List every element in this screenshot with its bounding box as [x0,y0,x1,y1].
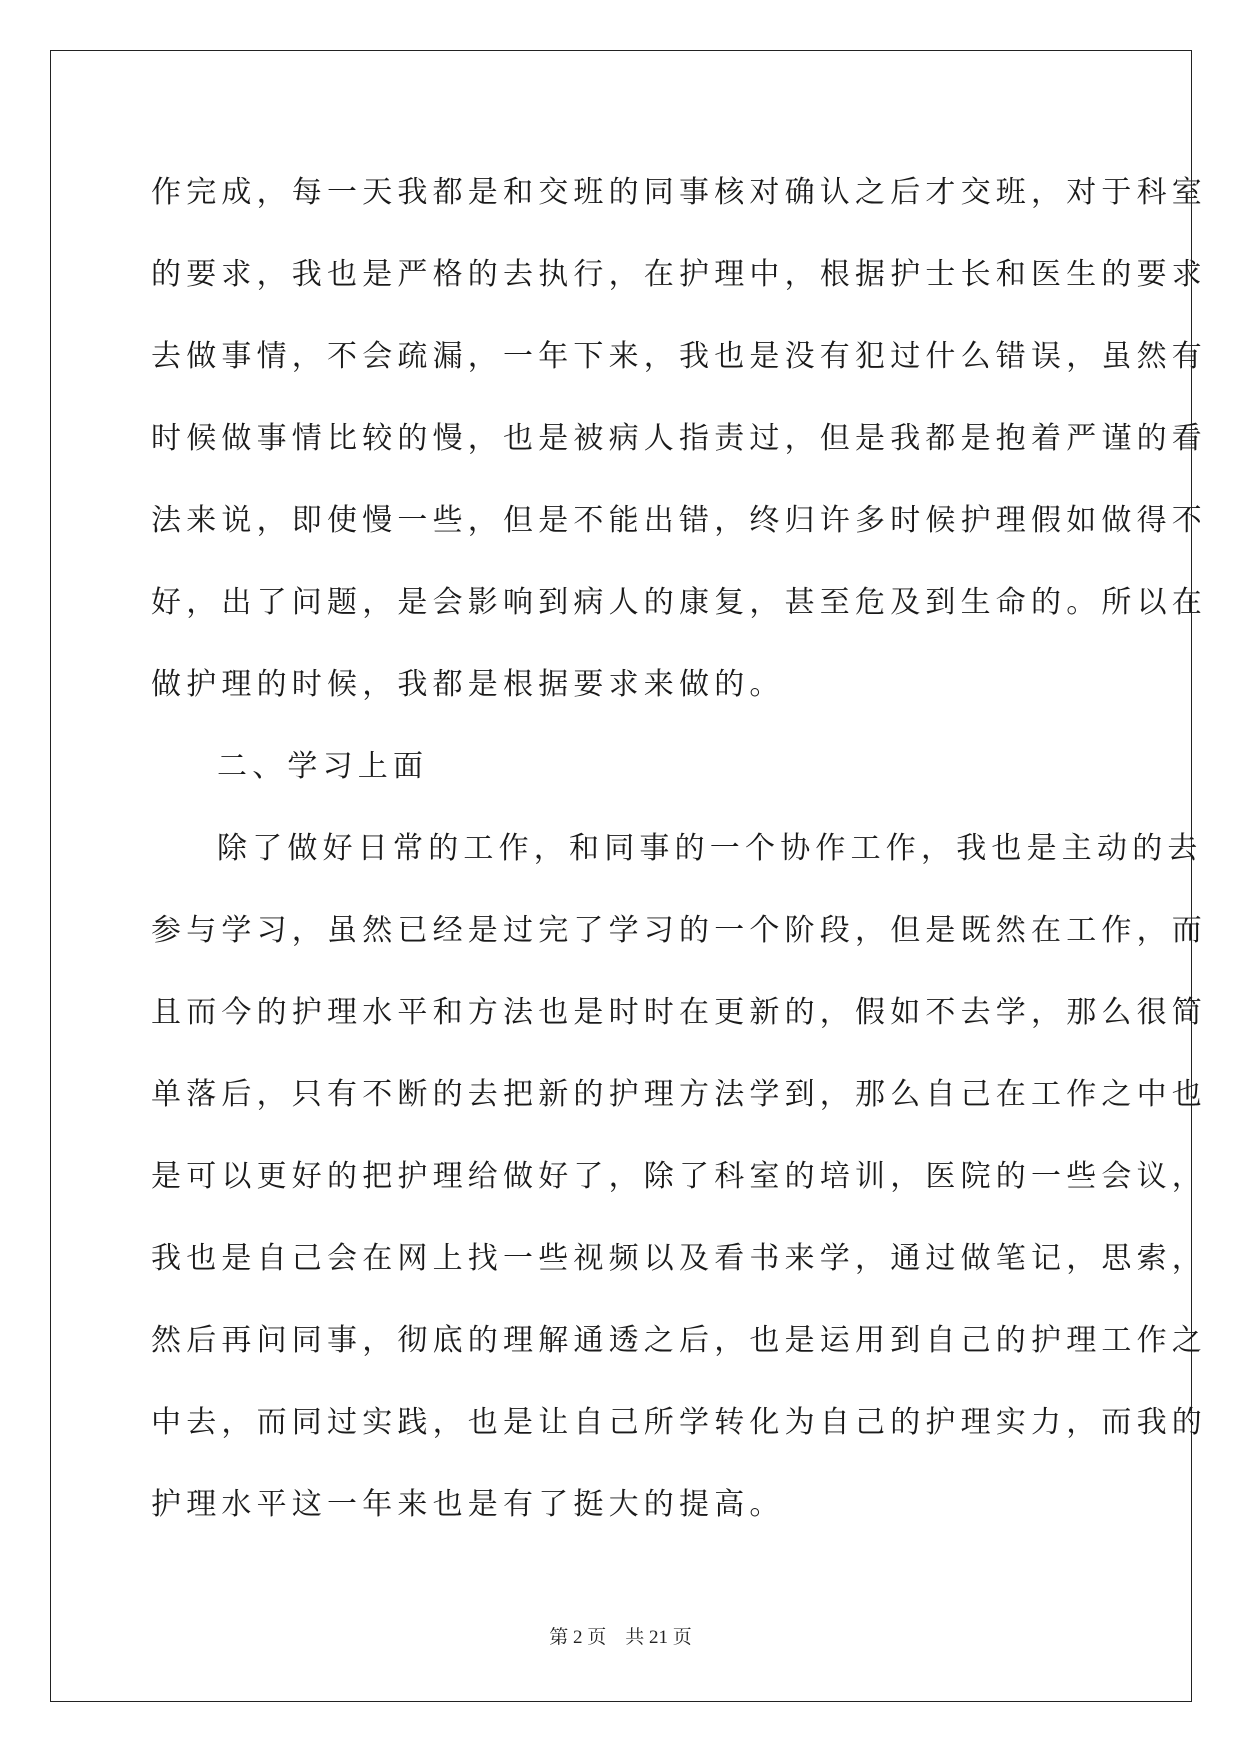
text-line: 做护理的时候，我都是根据要求来做的。 [151,667,785,702]
text-line: 二、学习上面 [217,749,429,784]
text-line: 去做事情，不会疏漏，一年下来，我也是没有犯过什么错误，虽然有 [151,339,1207,374]
text-line: 的要求，我也是严格的去执行，在护理中，根据护士长和医生的要求 [151,257,1207,292]
text-line: 护理水平这一年来也是有了挺大的提高。 [151,1487,785,1522]
text-line: 时候做事情比较的慢，也是被病人指责过，但是我都是抱着严谨的看 [151,421,1207,456]
text-line: 参与学习，虽然已经是过完了学习的一个阶段，但是既然在工作，而 [151,913,1207,948]
text-line: 单落后，只有不断的去把新的护理方法学到，那么自己在工作之中也 [151,1077,1207,1112]
page-footer [0,1622,1241,1649]
text-line: 且而今的护理水平和方法也是时时在更新的，假如不去学，那么很简 [151,995,1207,1030]
text-line: 作完成，每一天我都是和交班的同事核对确认之后才交班，对于科室 [151,175,1207,210]
text-line: 除了做好日常的工作，和同事的一个协作工作，我也是主动的去 [217,831,1203,866]
text-line: 是可以更好的把护理给做好了，除了科室的培训，医院的一些会议， [151,1159,1207,1194]
text-line: 然后再问同事，彻底的理解通透之后，也是运用到自己的护理工作之 [151,1323,1207,1358]
text-line: 好，出了问题，是会影响到病人的康复，甚至危及到生命的。所以在 [151,585,1207,620]
text-line: 法来说，即使慢一些，但是不能出错，终归许多时候护理假如做得不 [151,503,1207,538]
text-line: 我也是自己会在网上找一些视频以及看书来学，通过做笔记，思索， [151,1241,1207,1276]
text-line: 中去，而同过实践，也是让自己所学转化为自己的护理实力，而我的 [151,1405,1207,1440]
document-body [151,165,1207,1559]
page-number-label: 第 2 页 共 21 页 [549,1627,692,1648]
